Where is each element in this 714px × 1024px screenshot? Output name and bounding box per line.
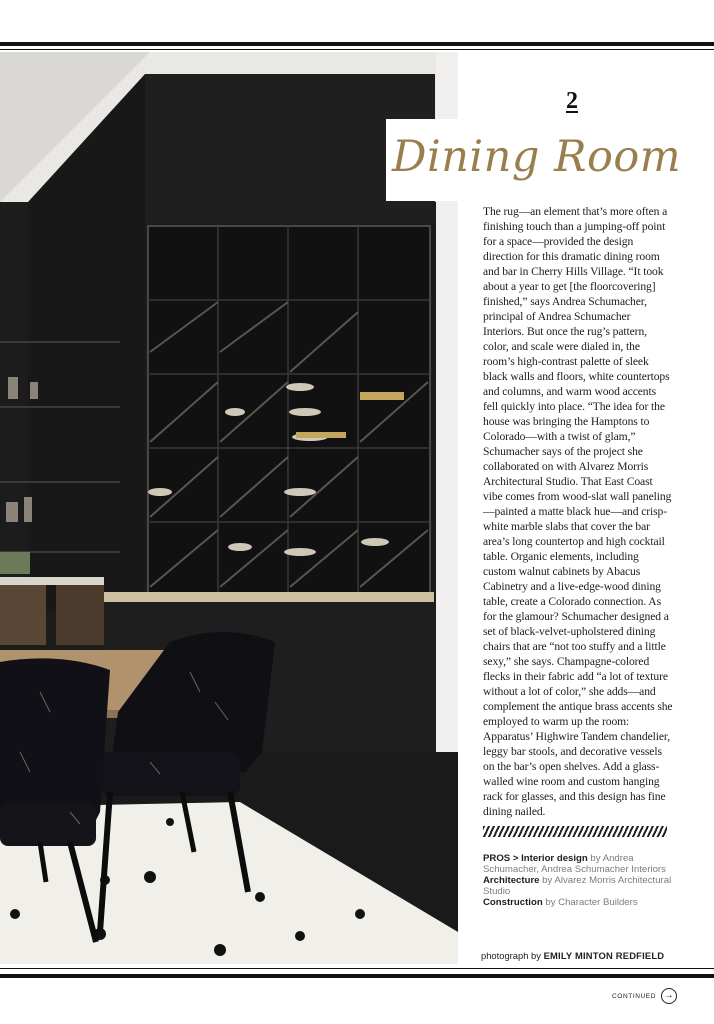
arrow-right-circle-icon: → [661,988,677,1004]
photo-credit-prefix: photograph by [481,950,544,961]
top-rule-thin [0,49,714,50]
credit-line: Architecture by Alvarez Morris Architectural Studio [483,875,672,897]
credit-line: PROS > Interior design by Andrea Schumacher, Andrea Schumacher Interiors [483,853,666,875]
credit-line: Construction by Character Builders [483,897,638,909]
article-body: The rug—an element that’s more often a finishing touch than a jumping-off point for a space—provided the design direction for this dramatic dining room and bar in Cherry Hills Village. “It took about a year to get [the floorcovering] finished,” says Andrea Schumacher, principal of Andrea Schumacher Interiors. But once the rug’s pattern, color, and scale were dialed in, the room’s high-contrast palette of sleek black walls and floors, white countertops and columns, and warm wood accents fell quickly into place. “The idea for the house was bringing the Hamptons to Colorado—with a twist of glam,” Schumacher says of the project she collaborated on with Alvarez Morris Architectural Studio. That East Coast vibe comes from wood-slat wall paneling—painted a matte black hue—and crisp-white marble slabs that cover the bar area’s long countertop and high cocktail table. Organic elements, including custom walnut cabinets by Abacus Cabinetry and a live-edge-wood dining table, create a Colorado connection. As for the glamour? Schumacher designed a set of black-velvet-upholstered dining chairs that are “not too stuffy and a little sexy,” she says. Champagne-colored flecks in their fabric add “a lot of texture without a lot of color,” she adds—and complement the antique brass accents she employed to warm up the room: Apparatus’ Highwire Tandem chandelier, leggy bar stools, and decorative vessels on the bar’s open shelves. Add a glass-walled wine room and custom hanging rack for glasses, and this design has fine dining nailed. [483,205,673,818]
section-title: Dining Room [392,132,681,182]
bottom-rule [0,974,714,978]
bottom-rule-thin [0,968,714,969]
section-number: 2 [566,88,578,114]
credits-block [483,854,683,910]
continued-link[interactable] [612,988,677,1004]
top-rule [0,42,714,46]
hatched-divider [483,826,667,837]
continued-label: CONTINUED [612,992,657,1000]
photo-credit [481,950,711,961]
photographer-name: EMILY MINTON REDFIELD [543,950,665,961]
